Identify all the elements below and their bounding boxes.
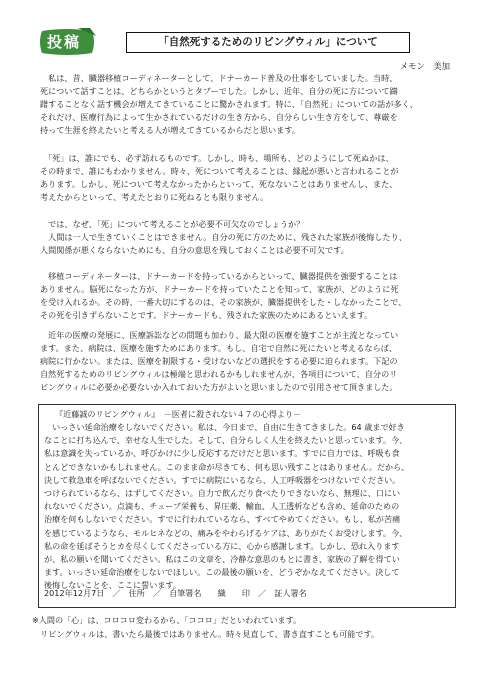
paragraph-3: では、なぜ、「死」について考えることが必要不可欠なのでしょうか？ 人間は一人で生きていくことはできません。自分の死に方のために、残された家族が後悔したり、 人間関係が悪くならないためにも、自分の意思を残しておくことは必要不可欠です。: [40, 219, 407, 255]
paragraph-2: 「死」は、誰にでも、必ず訪れるものです。しかし、時も、場所も、どのようにして死ぬかは、 その時まで、誰にもわかりません。時々、死について考えることは、縁起が悪いと言われることが あります。しかし、死について考えなかったからといって、死なないことはありませんし、また、 考えたからといって、考えたとおりに死ねるとも限りません。: [40, 153, 399, 202]
note-1: ※人間の「心」は、コロコロ変わるから、「ココロ」だといわれています。: [32, 615, 302, 625]
quote-body: いっさい延命治療をしないでください。私は、今日まで、自由に生きてきました。64 歳まで好き なことに打ち込んで、幸せな人生でした。そして、自分らしく人生を終えたいと思っています。今、 私は意識を失っているか、呼びかけに少し反応するだけだと思います。すでに自力では、呼吸も食 とんどできないかもしれません。このまま命が尽きても、何も思い残すことはありません。だから、 決して救急車を呼ばないでください。すでに病院にいるなら、人工呼吸器をつけないでください。 つけられているなら、はずしてください。自力で飲んだり食べたりできないなら、無理に、口にい れないでください。点滴も、チューブ栄養も、昇圧薬、輸血、人工透析なども含め、延命のための 治療を何もしないでください。すでに行われているなら、すべてやめてください。もし、私が苦痛 を感じているようなら、モルヒネなどの、痛みをやわらげるケアは、ありがたくお受けします。今、 私の命を延ばそうとカを尽くしてくださっている方に、心から感謝します。しかし、恐れ入ります が、私の願いを聞いてください。私はこの文章を、冷静な意思のもとに書き、家族の了解を得てい ます。いっさい延命治療をしないでほしい。この最後の願いを、どうぞかなえてください。決して 後悔しないことを、ここに誓います。: [44, 422, 410, 591]
article-header: [38, 28, 458, 58]
paragraph-4: 移植コーディネーターは、ドナーカードを持っているからといって、臓器提供を強要することは ありません。脳死になった方が、ドナーカードを持っていたことを知って、家族が、どのように死 を受け入れるか。その時、一番大切にするのは、その家族が、臓器提供をした・しなかったことで、 その死を引きずらないことです。ドナーカードも、残された家族のためにあるといえます。: [40, 271, 407, 320]
paragraph-5: 近年の医療の発展に、医療訴訟などの問題も加わり、最大限の医療を施すことが主流となってい ます。また、病院は、医療を施すためにあります。もし、自宅で自然に死にたいと考えるならば、 病院に行かない。または、医療を制限する・受けないなどの選択をする必要に迫られます。下記の 自然死するためのリビングウィルは極端と思われるかもしれませんが、各項目について、自分のリ ビングウィルに必要か必要ないか入れておいた方がよいと思いましたので引用させて頂きました。: [40, 330, 399, 392]
quote-title: 『近藤誠のリビングウィル』 －医者に殺されない４７の心得より－: [55, 409, 302, 419]
note-2: リビングウィルは、書いたら最後ではありません。時々見直して、書き直すことも可能です。: [32, 629, 380, 639]
living-will-quote-box: [38, 404, 456, 608]
contribution-badge: [38, 28, 96, 56]
badge-label: 投稿: [47, 33, 82, 51]
article-title: 「自然死するためのリビングウィル」について: [126, 32, 410, 53]
paragraph-1: 私は、昔、臓器移植コーディネーターとして、ドナーカード普及の仕事をしていました。当時、 死について話すことは、どちらかというとタブーでした。しかし、近年、自分の死に方について躊 躇することなく話す機会が増えてきていることに驚かされます。特に、「自然死」についての話が多く、 それだけ、医療行為によって生かされているだけの生き方から、自分らしい生き方をして、尊厳を 持って生涯を終えたいと考える人が増えてきているからだと思います。: [40, 73, 418, 135]
author-name: メモン 美加: [399, 61, 450, 71]
quote-signature-line: 2012年12月7日 ／ 住所 ／ 自筆署名 織 印 ／ 証人署名: [44, 588, 307, 598]
